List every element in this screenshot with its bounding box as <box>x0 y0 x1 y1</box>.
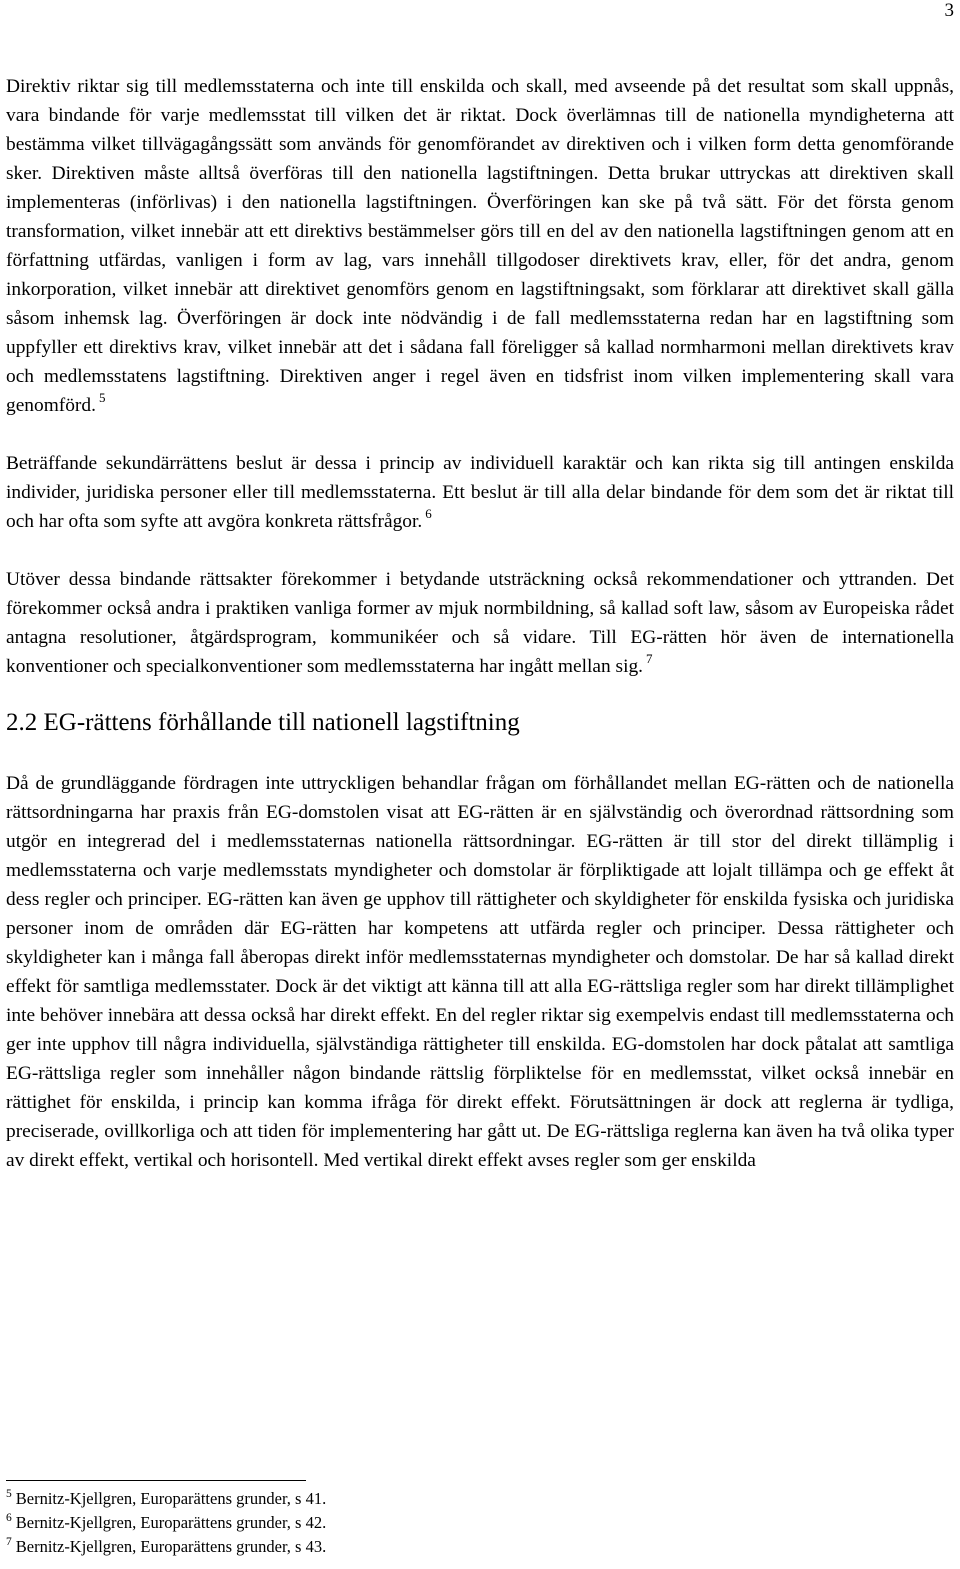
footnote-6 <box>6 1511 954 1535</box>
footnotes <box>6 1480 954 1559</box>
footnote-7 <box>6 1535 954 1559</box>
footnote-number: 5 <box>6 1487 12 1500</box>
footnote-ref[interactable]: 5 <box>98 389 106 405</box>
paragraph-directives <box>6 72 954 420</box>
footnote-separator <box>6 1480 306 1481</box>
footnote-5 <box>6 1487 954 1511</box>
paragraph-soft-law <box>6 565 954 681</box>
footnote-ref[interactable]: 7 <box>646 650 653 666</box>
paragraph-text: Utöver dessa bindande rättsakter förekommer i betydande utsträckning också rekommendationer och yttranden. Det förekommer också andra i praktiken vanliga former av mjuk normbildning, så kallad soft law, såsom av Europeiska rådet antagna resolutioner, åtgärdsprogram, kommunikéer och så vidare. Till EG-rätten hör även de internationella konventioner och specialkonventioner som medlemsstaterna har ingått mellan sig. <box>6 569 954 677</box>
page-number: 3 <box>944 0 954 21</box>
paragraph-text: Beträffande sekundärrättens beslut är dessa i princip av individuell karaktär och kan rikta sig till antingen enskilda individer, juridiska personer eller till medlemsstaterna. Ett beslut är till alla delar bindande för dem som det är riktat till och har ofta som syfte att avgöra konkreta rättsfrågor. <box>6 453 954 532</box>
footnote-text: Bernitz-Kjellgren, Europarättens grunder, s 43. <box>15 1537 327 1556</box>
document-body <box>6 72 954 1175</box>
footnote-number: 7 <box>6 1535 12 1548</box>
section-heading: 2.2 EG-rättens förhållande till nationell lagstiftning <box>6 709 520 736</box>
footnote-number: 6 <box>6 1511 12 1524</box>
paragraph-relationship <box>6 769 954 1175</box>
footnote-text: Bernitz-Kjellgren, Europarättens grunder, s 41. <box>15 1489 327 1508</box>
paragraph-text: Direktiv riktar sig till medlemsstaterna och inte till enskilda och skall, med avseende på det resultat som skall uppnås, vara bindande för varje medlemsstat till vilken det är riktat. Dock överlämnas till de nationella myndigheterna att bestämma vilket tillvägagångssätt som används för genomförandet av direktiven och i vilken form detta genomförande sker. Direktiven måste alltså överföras till den nationella lagstiftningen. Detta brukar uttryckas att direktiven skall implementeras (införlivas) i den nationella lagstiftningen. Överföringen kan ske på två sätt. För det första genom transformation, vilket innebär att ett direktivs bestämmelser görs till en del av den nationella lagstiftningen genom att en författning utfärdas, vanligen i form av lag, vars innehåll tillgodoser direktivets krav, eller, för det andra, genom inkorporation, vilket innebär att direktivet genomförs genom en lagstiftningsakt, som förklarar att direktivet skall gälla såsom inhemsk lag. Överföringen är dock inte nödvändig i de fall medlemsstaterna redan har en lagstiftning som uppfyller ett direktivs krav, vilket innebär att det i sådana fall föreligger så kallad normharmoni mellan direktivets krav och medlemsstatens lagstiftning. Direktiven anger i regel även en tidsfrist inom vilken implementering skall vara genomförd. <box>6 76 954 416</box>
footnote-text: Bernitz-Kjellgren, Europarättens grunder, s 42. <box>15 1513 327 1532</box>
paragraph-text: Då de grundläggande fördragen inte uttryckligen behandlar frågan om förhållandet mellan EG-rätten och de nationella rättsordningarna har praxis från EG-domstolen visat att EG-rätten är en självständig och överordnad rättsordning som utgör en integrerad del i medlemsstaternas nationella rättsordningar. EG-rätten är till stor del direkt tillämplig i medlemsstaterna och varje medlemsstats myndigheter och domstolar är förpliktigade att lojalt tillämpa och ge effekt åt dess regler och principer. EG-rätten kan även ge upphov till rättigheter och skyldigheter för enskilda fysiska och juridiska personer inom de områden där EG-rätten har kompetens att utfärda regler och principer. Dessa rättigheter och skyldigheter kan i många fall åberopas direkt inför medlemsstaternas myndigheter och domstolar. De har så kallad direkt effekt för samtliga medlemsstater. Dock är det viktigt att känna till att alla EG-rättsliga regler som har direkt tillämplighet inte behöver innebära att dessa också har direkt effekt. En del regler riktar sig exempelvis endast till medlemsstaterna och ger inte upphov till några individuella, självständiga rättigheter till enskilda. EG-domstolen har dock påtalat att samtliga EG-rättsliga regler som innehåller någon bindande rättslig förpliktelse för en medlemsstat, vilket också innebär en rättighet för enskilda, i princip kan komma ifråga för direkt effekt. Förutsättningen är dock att reglerna är tydliga, preciserade, ovillkorliga och att tiden för implementering har gått ut. De EG-rättsliga reglerna kan även ha två olika typer av direkt effekt, vertikal och horisontell. Med vertikal direkt effekt avses regler som ger enskilda <box>6 773 954 1171</box>
footnote-ref[interactable]: 6 <box>425 505 432 521</box>
paragraph-decisions <box>6 449 954 536</box>
